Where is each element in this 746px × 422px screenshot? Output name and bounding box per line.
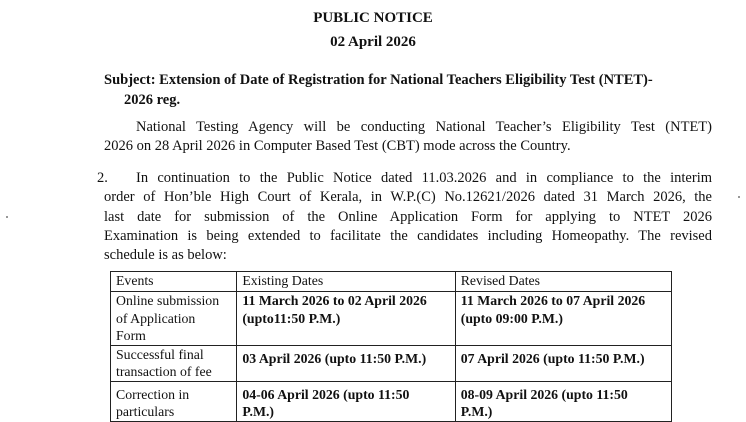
existing-date-cell	[237, 381, 455, 421]
revised-date-cell	[455, 292, 671, 346]
event-cell	[111, 292, 237, 346]
revised-date-cell	[455, 381, 671, 421]
existing-date-line: P.M.)	[242, 404, 275, 419]
event-line: Successful final	[116, 346, 204, 362]
paragraph-2-line-1: In continuation to the Public Notice dated 11.03.2026 and in compliance to the interim	[136, 170, 712, 186]
paragraph-2-line-4: Examination is being extended to facilitate the candidates including Homeopathy. The revised	[104, 227, 712, 244]
existing-date-line: 11 March 2026 to 02 April 2026	[242, 293, 427, 308]
notice-heading: PUBLIC NOTICE	[313, 10, 433, 26]
paragraph-1-line-1: National Testing Agency will be conducting National Teacher’s Eligibility Test (NTET)	[136, 119, 712, 135]
subject-line-2: 2026 reg.	[124, 92, 181, 108]
revised-date-line: 07 April 2026 (upto 11:50 P.M.)	[460, 350, 645, 366]
table-row	[111, 292, 672, 346]
paragraph-2-line-5: schedule is as below:	[104, 247, 227, 264]
subject-line-1: Subject: Extension of Date of Registration for National Teachers Eligibility Test (NTET)-	[104, 72, 653, 88]
event-line: of Application	[116, 310, 196, 326]
revised-date-line: P.M.)	[460, 404, 493, 419]
subject	[104, 70, 704, 110]
revised-date-line: 08-09 April 2026 (upto 11:50	[460, 386, 628, 402]
header-revised-dates: Revised Dates	[455, 272, 671, 292]
schedule-table	[110, 271, 672, 422]
event-cell	[111, 381, 237, 421]
table-header-row	[111, 272, 672, 292]
event-line: Correction in	[116, 386, 190, 402]
event-line: particulars	[116, 404, 175, 419]
existing-date-cell	[237, 345, 455, 381]
event-line: transaction of fee	[116, 364, 212, 379]
scan-speck	[6, 216, 8, 218]
revised-date-line: 11 March 2026 to 07 April 2026	[460, 293, 646, 308]
existing-date-line: 03 April 2026 (upto 11:50 P.M.)	[242, 350, 427, 366]
existing-date-line: 04-06 April 2026 (upto 11:50	[242, 386, 410, 402]
table-row	[111, 345, 672, 381]
paragraph-1-line-2: 2026 on 28 April 2026 in Computer Based Test (CBT) mode across the Country.	[104, 138, 571, 155]
header-events: Events	[111, 272, 237, 292]
paragraph-1	[104, 118, 712, 157]
table-row	[111, 381, 672, 421]
paragraph-2-line-3: last date for submission of the Online Application Form for applying to NTET 2026	[104, 208, 712, 225]
paragraph-2-number: 2.	[97, 170, 108, 186]
paragraph-2-line-2: order of Hon’ble High Court of Kerala, in W.P.(C) No.12621/2026 dated 31 March 2026, the	[104, 189, 712, 206]
revised-date-line: (upto 09:00 P.M.)	[460, 310, 563, 326]
event-line: Online submission	[116, 293, 220, 308]
scan-speck	[738, 196, 740, 198]
paragraph-2	[97, 169, 712, 265]
existing-date-line: (upto11:50 P.M.)	[242, 310, 341, 326]
notice-date: 02 April 2026	[330, 34, 416, 50]
revised-date-cell	[455, 345, 671, 381]
event-cell	[111, 345, 237, 381]
event-line: Form	[116, 328, 146, 343]
header-existing-dates: Existing Dates	[237, 272, 455, 292]
existing-date-cell	[237, 292, 455, 346]
